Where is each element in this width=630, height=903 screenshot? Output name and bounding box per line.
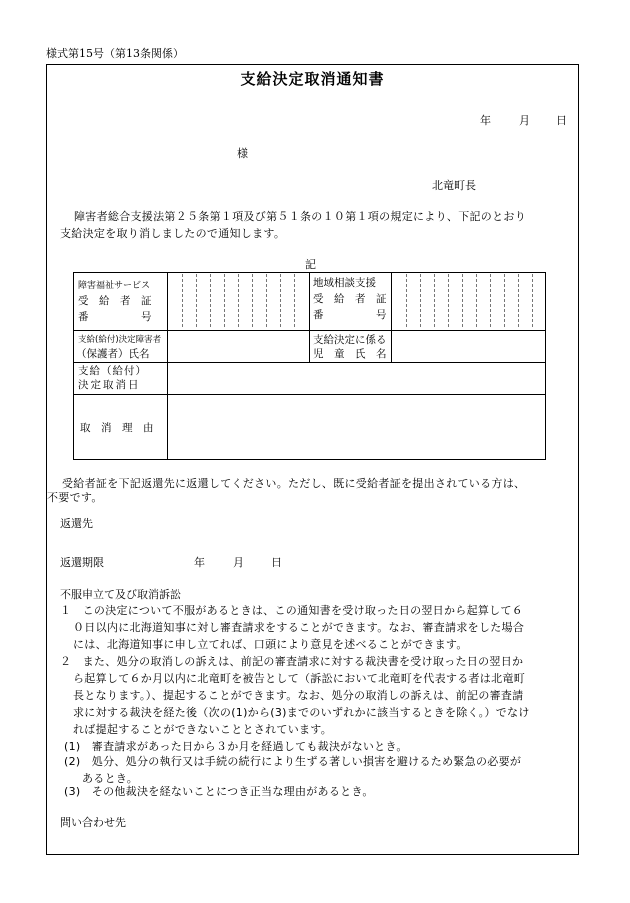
appeal-line: ０日以内に北海道知事に対し審査請求をすることができます。なお、審査請求をした場合 [73,621,525,634]
date-year: 年 [480,114,491,127]
appeal-line: 求に対する裁決を経た後（次の(1)から(3)までのいずれかに該当するときを除く。）でなけ [73,706,530,719]
issuer-name: 北竜町長 [432,179,476,192]
label-community-support: 地域相談支援 [313,277,376,289]
label-number: 番 号 [78,311,152,323]
date-month: 月 [519,114,530,127]
label-cancel-reason: 取 消 理 由 [80,422,154,434]
deadline-day: 日 [271,556,282,569]
return-deadline-label: 返還期限 [60,556,104,569]
return-notice-line: 受給者証を下記返還先に返還してください。ただし、既に受給者証を提出されている方は、 [62,477,526,490]
appeal-line: (2) 処分、処分の執行又は手続の続行により生ずる著しい損害を避けるため緊急の必要が [64,755,522,768]
deadline-month: 月 [233,556,244,569]
deadline-year: 年 [194,556,205,569]
appeal-line: ２ また、処分の取消しの訴えは、前記の審査請求に対する裁決書を受け取った日の翌日か [60,655,524,668]
label-welfare-service: 障害福祉サービス [78,281,151,291]
appeal-sub-3 [64,783,374,800]
document-title: 支給決定取消通知書 [240,70,385,88]
label-recipient-cert: 受 給 者 証 [78,295,152,307]
appeal-line: １ この決定について不服があるときは、この通知書を受け取った日の翌日から起算して６ [60,604,524,617]
label-decided-person: 支給(給付)決定障害者 [78,335,162,345]
return-notice [62,475,525,492]
label-cancel-date: 決定取消日 [78,379,141,391]
intro-line: 支給決定を取り消しましたので通知します。 [60,227,286,240]
appeal-line: あるとき。 [82,772,139,785]
intro-line: 障害者総合支援法第２５条第１項及び第５１条の１０第１項の規定により、下記のとおり [74,210,526,223]
label-recipient-cert-2: 受 給 者 証 [313,293,387,305]
date-day: 日 [556,114,567,127]
label-child-name: 児 童 氏 名 [313,348,387,360]
return-notice-line: 不要です。 [47,491,103,504]
form-number: 様式第15号（第13条関係） [46,47,184,60]
label-decision-related: 支給決定に係る [313,334,387,346]
ki-label: 記 [305,258,316,271]
appeal-heading: 不服申立て及び取消訴訟 [60,588,181,601]
label-number-2: 番 号 [313,309,387,321]
recipient-suffix: 様 [237,147,248,160]
label-guardian-name: （保護者）氏名 [76,348,150,360]
appeal-line: れば提起することができないこととされています。 [73,723,333,736]
return-notice-2 [47,489,103,506]
appeal-item-2 [60,653,530,738]
appeal-line: (1) 審査請求があった日から３か月を経過しても裁決がないとき。 [64,740,408,753]
appeal-line: には、北海道知事に申し立てれば、口頭により意見を述べることができます。 [73,638,468,651]
appeal-item-1 [60,602,524,653]
appeal-line: (3) その他裁決を経ないことにつき正当な理由があるとき。 [64,785,374,798]
contact-label: 問い合わせ先 [60,816,126,829]
return-to-label: 返還先 [60,517,93,530]
appeal-sub-2 [64,753,521,787]
appeal-line: 長となります。）、提起することができます。なお、処分の取消しの訴えは、前記の審査請 [73,689,524,702]
label-payment: 支給（給付） [78,365,147,377]
appeal-line: ら起算して６か月以内に北竜町を被告として（訴訟において北竜町を代表する者は北竜町 [73,672,525,685]
